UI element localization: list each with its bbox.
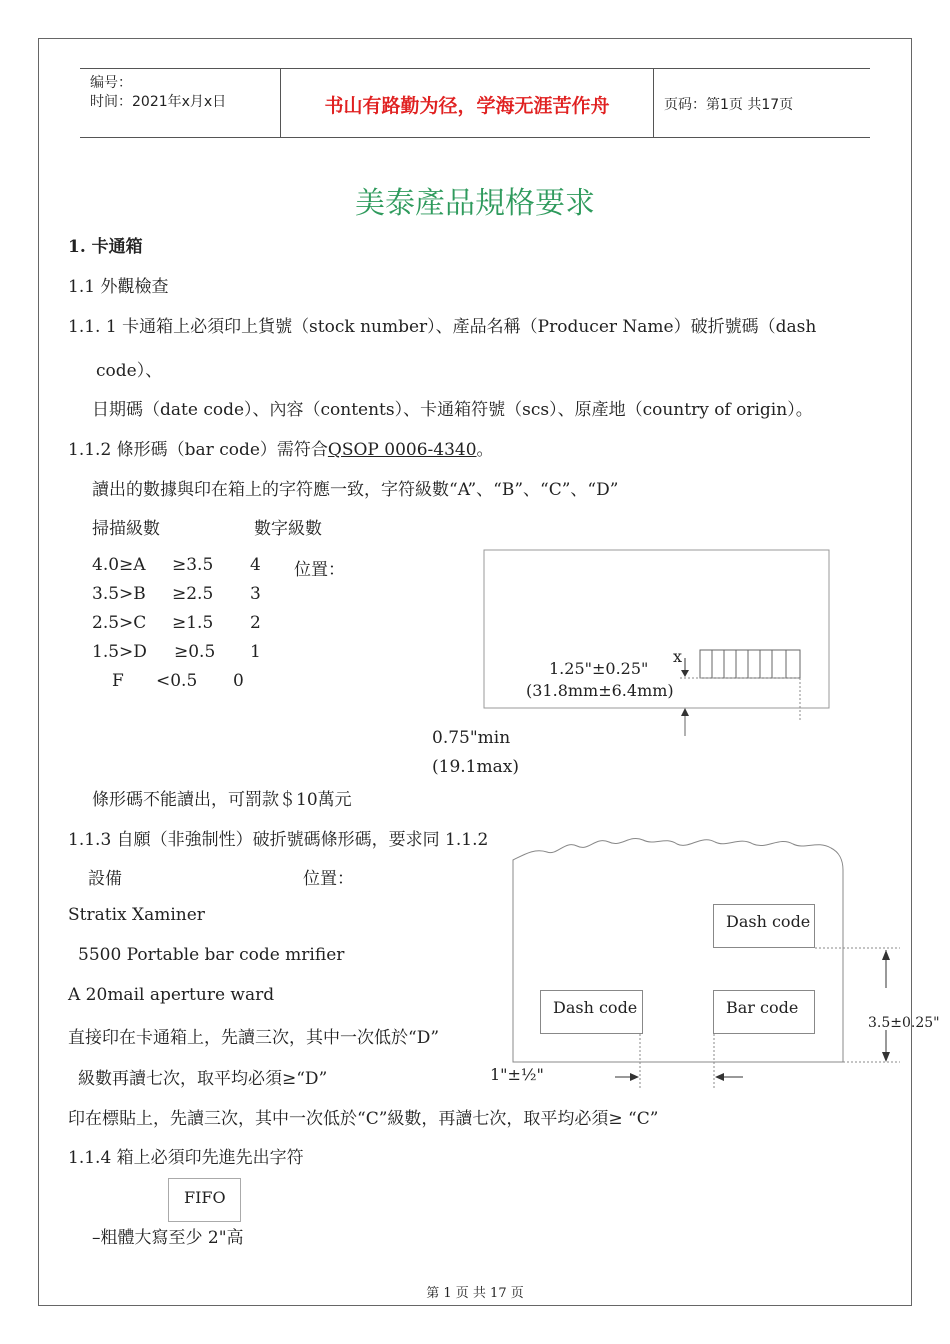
direct-print-line-2: 級數再讀七次，取平均必須≥“D” [78,1069,328,1089]
label-print-rule: 印在標貼上，先讀三次，其中一次低於“C”級數，再讀七次，取平均必須≥ “C” [68,1109,659,1129]
grade-scan: 2.5>C [92,613,147,633]
dash-code-left-label: Dash code [553,998,638,1017]
page-title: 美泰產品規格要求 [355,186,595,221]
x-marker: x [673,647,683,666]
section-1-1-heading: 1.1 外觀檢查 [68,277,169,297]
date-label: 时间：2021年x月x日 [90,94,227,110]
bar-code-box [713,990,815,1034]
barcode-position-diagram [470,540,850,750]
section-1-heading: 1. 卡通箱 [68,237,143,257]
grade-range: ≥3.5 [172,555,214,575]
section-1-1-4-heading: 1.1.4 箱上必須印先進先出字符 [68,1148,304,1168]
dash-code-left-box [540,990,643,1034]
header-table [80,68,870,138]
section-1-1-2-heading [68,435,494,460]
dash-code-top-label: Dash code [726,912,811,931]
grade-header-num: 數字級數 [254,519,322,539]
standard-link[interactable]: QSOP 0006-4340 [327,440,477,460]
grade-range: <0.5 [156,671,198,691]
grade-num: 3 [250,584,261,604]
grade-row [92,555,146,575]
header-right-cell [654,69,870,137]
grade-scan: 3.5>B [92,584,146,604]
dim-height: 3.5±0.25" [868,1015,940,1031]
grade-scan: 4.0≥A [92,555,146,575]
grade-num: 2 [250,613,261,633]
fifo-box [168,1178,241,1222]
grade-range: ≥0.5 [174,642,216,662]
motto: 书山有路勤为径，学海无涯苦作舟 [324,95,610,117]
equipment-label: 設備 [88,869,122,889]
header-left-cell [80,69,281,137]
dash-code-top-box [713,904,815,948]
fifo-label: FIFO [184,1188,226,1207]
dim-1: 1.25"±0.25" [549,659,649,678]
arrow-head-down-icon [681,670,689,677]
dim-2-mm: (19.1max) [432,757,519,777]
barcode-icon [700,650,800,678]
dim-1-mm: (31.8mm±6.4mm) [526,681,674,700]
page-footer: 第 1 页 共 17 页 [426,1286,524,1301]
fine-note: 條形碼不能讀出，可罰款＄10萬元 [92,790,352,810]
section-1-1-1-line-2: code）、 [96,361,163,381]
dim-arrow-down-icon [882,1052,890,1062]
equipment-1: Stratix Xaminer [68,905,205,925]
grade-range: ≥2.5 [172,584,214,604]
section-1-1-3-heading: 1.1.3 自願（非強制性）破折號碼條形碼，要求同 1.1.2 [68,830,489,850]
direct-print-line-1: 直接印在卡通箱上，先讀三次，其中一次低於“D” [68,1028,440,1048]
grade-num: 0 [233,671,244,691]
position-label-2: 位置： [303,869,354,889]
header-middle-cell [281,69,654,137]
number-label: 编号： [90,75,132,91]
width-arrow-right-icon [630,1073,639,1081]
bar-code-label: Bar code [726,998,799,1017]
dim-width: 1"±½" [490,1065,544,1084]
dim-arrow-up-icon [882,950,890,960]
section-1-1-2-prefix: 1.1.2 條形碼（bar code）需符合 [68,440,328,460]
position-label: 位置： [294,560,345,580]
width-arrow-left-icon [715,1073,724,1081]
carton-code-diagram [505,830,925,1095]
section-1-1-2-suffix: 。 [476,440,494,460]
dim-2: 0.75"min [432,728,511,748]
grade-header-scan: 掃描級數 [92,519,160,539]
grade-range: ≥1.5 [172,613,214,633]
fifo-note: –粗體大寫至少 2"高 [92,1228,244,1248]
section-1-1-2-detail: 讀出的數據與印在箱上的字符應一致，字符級數“A”、“B”、“C”、“D” [92,480,619,500]
equipment-2: 5500 Portable bar code mrifier [78,945,345,965]
equipment-3: A 20mail aperture ward [68,985,275,1005]
page-label: 页码：第1页 共17页 [664,97,794,113]
arrow-head-up-icon [681,708,689,716]
grade-scan: 1.5>D [92,642,147,662]
grade-scan: F [112,671,124,691]
section-1-1-1-line-1: 1.1. 1 卡通箱上必須印上貨號（stock number）、產品名稱（Producer Name）破折號碼（dash [68,317,817,337]
grade-num: 4 [250,555,261,575]
grade-num: 1 [250,642,261,662]
section-1-1-1-line-3: 日期碼（date code）、內容（contents）、卡通箱符號（scs）、原產地（country of origin）。 [92,400,813,420]
